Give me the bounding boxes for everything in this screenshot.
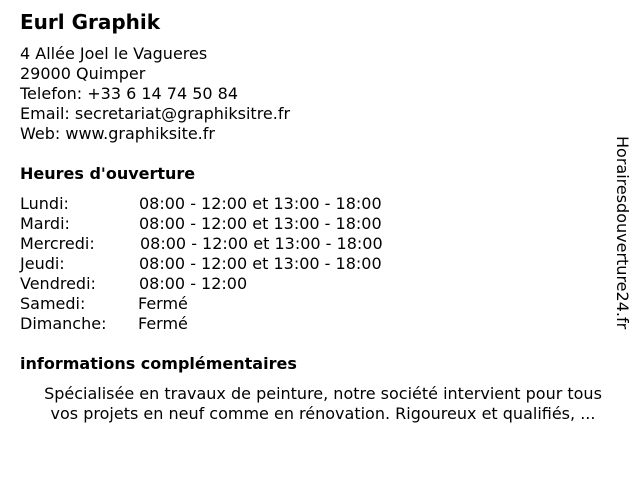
hours-heading: Heures d'ouverture xyxy=(20,164,196,183)
web-line: Web: www.graphiksite.fr xyxy=(20,124,215,143)
day-label: Mardi: xyxy=(20,214,70,233)
day-hours: Fermé xyxy=(138,294,188,313)
day-hours: 08:00 - 12:00 et 13:00 - 18:00 xyxy=(140,234,383,253)
day-hours: 08:00 - 12:00 xyxy=(139,274,248,293)
day-label: Jeudi: xyxy=(20,254,65,273)
day-hours: 08:00 - 12:00 et 13:00 - 18:00 xyxy=(139,254,382,273)
day-label: Samedi: xyxy=(20,294,86,313)
watermark-text: Horairesdouverture24.fr xyxy=(613,136,632,330)
contact-block xyxy=(20,44,290,144)
info-line-2: vos projets en neuf comme en rénovation. Rigoureux et qualifiés, ... xyxy=(50,404,596,423)
day-label: Mercredi: xyxy=(20,234,95,253)
info-heading: informations complémentaires xyxy=(20,354,297,373)
watermark-vertical xyxy=(612,136,632,344)
day-hours: Fermé xyxy=(138,314,188,333)
phone-line: Telefon: +33 6 14 74 50 84 xyxy=(20,84,239,103)
info-text xyxy=(20,384,626,424)
day-label: Lundi: xyxy=(20,194,69,213)
business-name: Eurl Graphik xyxy=(20,10,161,34)
address-line-1: 4 Allée Joel le Vagueres xyxy=(20,44,208,63)
day-label: Vendredi: xyxy=(20,274,96,293)
email-line: Email: secretariat@graphiksitre.fr xyxy=(20,104,291,123)
info-line-1: Spécialisée en travaux de peinture, notre société intervient pour tous xyxy=(44,384,602,403)
day-hours: 08:00 - 12:00 et 13:00 - 18:00 xyxy=(139,214,382,233)
day-hours: 08:00 - 12:00 et 13:00 - 18:00 xyxy=(139,194,382,213)
day-label: Dimanche: xyxy=(20,314,107,333)
address-line-2: 29000 Quimper xyxy=(20,64,146,83)
